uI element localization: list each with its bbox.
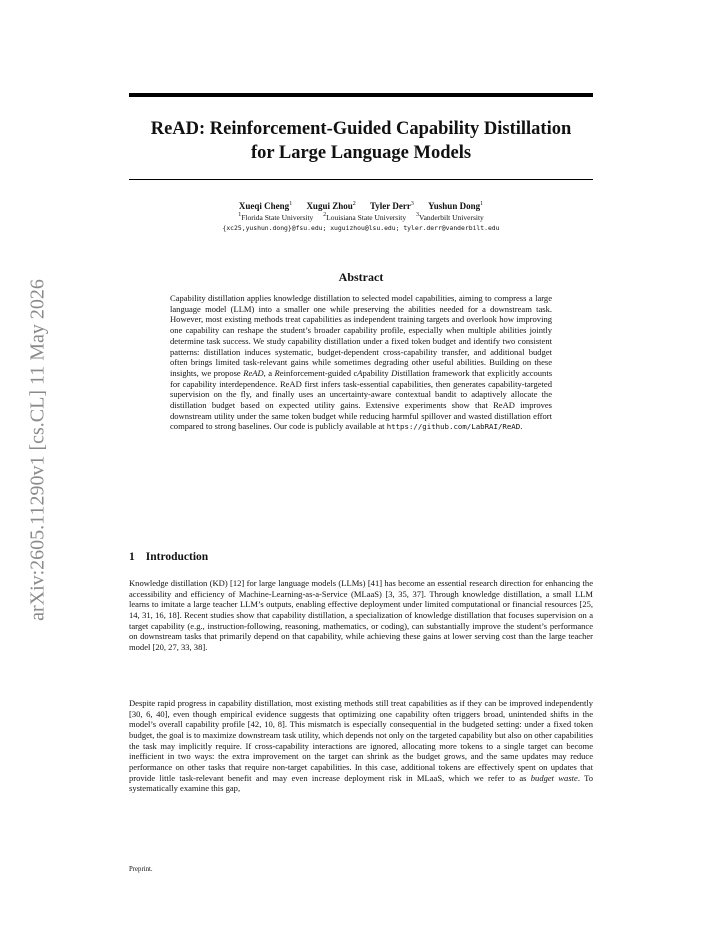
affiliation-list: [110, 212, 612, 223]
section-heading-introduction: [129, 551, 208, 563]
abstract-body: Capability distillation applies knowledge distillation to selected model capabilities, aiming to compress a large language model (LLM) into a smaller one while preserving the abilities needed for a downstream task. However, most existing methods treat capabilities as independent training targets and overlook how improving one capability can reshape the student’s broader capability profile, especially when multiple abilities jointly determine task success. We study capability distillation under a fixed token budget and identify two consistent patterns: distillation induces systematic, budget-dependent cross-capability transfer, and additional budget often brings limited task-relevant gains while sometimes degrading other useful abilities. Building on these insights, we propose ReAD, a Reinforcement-guided cApability Distillation framework that explicitly accounts for capability interdependence. ReAD first infers task-essential capabilities, then generates capability-targeted supervision on the fly, and finally uses an uncertainty-aware contextual bandit to adaptively allocate the distillation budget based on expected utility gains. Extensive experiments show that ReAD improves downstream utility under the same token budget while reducing harmful spillover and wasted distillation effort compared to strong baselines. Our code is publicly available at https://github.com/LabRAI/ReAD.: [170, 293, 553, 432]
affiliation: $^2$Louisiana State University: [323, 212, 407, 222]
preprint-footer: Preprint.: [129, 866, 153, 873]
title-line-1: ReAD: Reinforcement-Guided Capability Distillation: [150, 119, 572, 139]
affiliation: $^3$Vanderbilt University: [416, 212, 484, 222]
arxiv-sidebar: [18, 255, 58, 645]
intro-paragraph-2: Despite rapid progress in capability distillation, most existing methods still treat capabilities as if they can be improved independently [30, 6, 40], even though empirical evidence suggests that optimizing one capability often triggers broad, unintended shifts in the model’s overall capability profile [42, 10, 8]. This mismatch is especially consequential in the budgeted setting: under a fixed token budget, the goal is to maximize downstream task utility, which depends not only on the targeted capability but also on other capabilities the task may implicitly require. If cross-capability interactions are ignored, allocating more tokens to a single target can become inefficient in two ways: the extra improvement on the target can shrink as the budget grows, and the same updates may reduce performance on other tasks that require non-target capabilities. In this case, additional tokens are effectively spent on updates that provide little task-relevant benefit and may even increase deployment risk in MLaaS, which we refer to as budget waste. To systematically examine this gap,: [129, 698, 593, 794]
section-title: Introduction: [145, 551, 209, 563]
abstract-heading: Abstract: [338, 270, 384, 284]
code-url-link[interactable]: https://github.com/LabRAI/ReAD: [386, 422, 521, 432]
method-name: ReAD: [243, 367, 264, 378]
author-list: [110, 200, 612, 212]
arxiv-identifier: arXiv:2605.11290v1 [cs.CL] 11 May 2026: [26, 279, 49, 621]
author: Tyler Derr$^3$: [369, 201, 414, 211]
title-bottom-rule: [129, 179, 593, 180]
emphasis-budget-waste: budget waste: [530, 772, 578, 783]
paper-title: [110, 117, 612, 165]
affiliation: $^1$Florida State University: [238, 212, 314, 222]
author: Yushun Dong$^1$: [428, 201, 484, 211]
title-line-2: for Large Language Models: [250, 143, 472, 163]
author: Xueqi Cheng$^1$: [238, 201, 293, 211]
intro-paragraph-1: Knowledge distillation (KD) [12] for large language models (LLMs) [41] has become an essential research direction for enhancing the accessibility and efficiency of Machine-Learning-as-a-Service (MLaaS) [3, 35, 37]. Through knowledge distillation, a small LLM learns to imitate a large teacher LLM’s outputs, enabling effective deployment under limited computational or financial resources [25, 14, 31, 16, 18]. Recent studies show that capability distillation, a specialization of knowledge distillation that focuses supervision on a target capability (e.g., instruction-following, reasoning, mathematics, or coding), can substantially improve the student’s performance on downstream tasks that primarily depend on that capability, while achieving these gains at lower serving cost than the large teacher model [20, 27, 33, 38].: [129, 578, 593, 652]
author-emails: {xc25,yushun.dong}@fsu.edu; xuguizhou@lsu.edu; tyler.derr@vanderbilt.edu: [222, 224, 500, 232]
author-block: [110, 200, 612, 234]
title-top-rule: [129, 93, 593, 97]
section-number: 1: [129, 551, 135, 563]
author: Xugui Zhou$^2$: [306, 201, 356, 211]
